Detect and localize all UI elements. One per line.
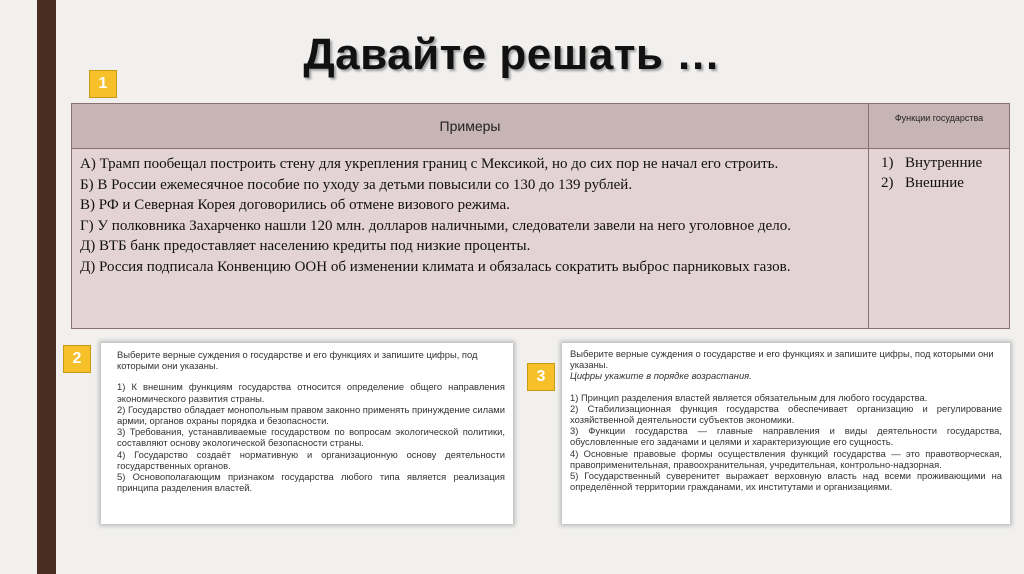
col-header-functions: Функции государства	[869, 104, 1010, 149]
function-label: Внутренние	[905, 155, 983, 171]
example-item: Д) ВТБ банк предоставляет населению кредиты под низкие проценты.	[80, 238, 531, 254]
function-label: Внешние	[905, 175, 964, 191]
examples-cell	[72, 149, 869, 329]
functions-cell	[869, 149, 1010, 329]
examples-table	[71, 103, 1010, 329]
example-item: А) Трамп пообещал построить стену для укрепления границ с Мексикой, но до сих пор не начал его строить.	[80, 156, 779, 172]
example-item: Б) В России ежемесячное пособие по уходу за детьми повысили со 130 до 139 рублей.	[80, 176, 633, 193]
badge-2: 2	[63, 345, 91, 373]
task-item: 3) Функции государства — главные направления и виды деятельности государства, обусловленные его задачами и целями и характеризующие его сущность.	[570, 425, 1002, 448]
example-item: Г) У полковника Захарченко нашли 120 млн. долларов наличными, следователи завели на него уголовное дело.	[80, 217, 791, 234]
task-item: 1) К внешним функциям государства относится определение общего направления экономического развития страны.	[117, 381, 505, 404]
task-item: 4) Государство создаёт нормативную и организационную основу деятельности государственных органов.	[117, 448, 505, 471]
task-heading: Выберите верные суждения о государстве и его функциях и запишите цифры, под которыми они указаны.	[570, 348, 994, 371]
task-card-3	[562, 343, 1010, 524]
example-item: Д) Россия подписала Конвенцию ООН об изменении климата и обязалась сократить выброс парниковых газов.	[80, 258, 791, 275]
task-item: 3) Требования, устанавливаемые государством по вопросам экологической политики, составляют основу экологической безопасности страны.	[117, 426, 505, 449]
task-item: 5) Государственный суверенитет выражает верховную власть над всеми проживающими на определённой территории гражданами, их институтами и организациями.	[570, 470, 1002, 493]
function-number: 2)	[881, 175, 894, 191]
task-item: 5) Основополагающим признаком государства любого типа является реализация принципа разделения властей.	[117, 471, 505, 494]
col-header-examples: Примеры	[72, 104, 869, 149]
badge-3: 3	[527, 363, 555, 391]
badge-1: 1	[89, 70, 117, 98]
task-heading: Выберите верные суждения о государстве и его функциях и запишите цифры, под которыми они указаны.	[117, 349, 478, 372]
task-item: 1) Принцип разделения властей является обязательным для любого государства.	[570, 391, 928, 403]
task-card-2	[101, 343, 513, 524]
function-item	[881, 153, 1001, 173]
function-number: 1)	[881, 155, 894, 171]
task-note: Цифры укажите в порядке возрастания.	[570, 370, 752, 382]
task-item: 2) Государство обладает монопольным правом законно применять принуждение силами армии, органов охраны порядка и безопасности.	[117, 403, 505, 427]
example-item: В) РФ и Северная Корея договорились об отмене визового режима.	[80, 197, 510, 213]
task-item: 4) Основные правовые формы осуществления функций государства — это правотворческая, правоприменительная, правоохранительная, учредительная, контрольно-надзорная.	[570, 447, 1002, 470]
task-item: 2) Стабилизационная функция государства обеспечивает организацию и регулирование хозяйственной деятельности субъектов экономики.	[570, 402, 1002, 426]
function-item	[881, 173, 1001, 193]
decorative-side-bar	[37, 0, 56, 574]
slide-title: Давайте решать …	[303, 30, 721, 79]
